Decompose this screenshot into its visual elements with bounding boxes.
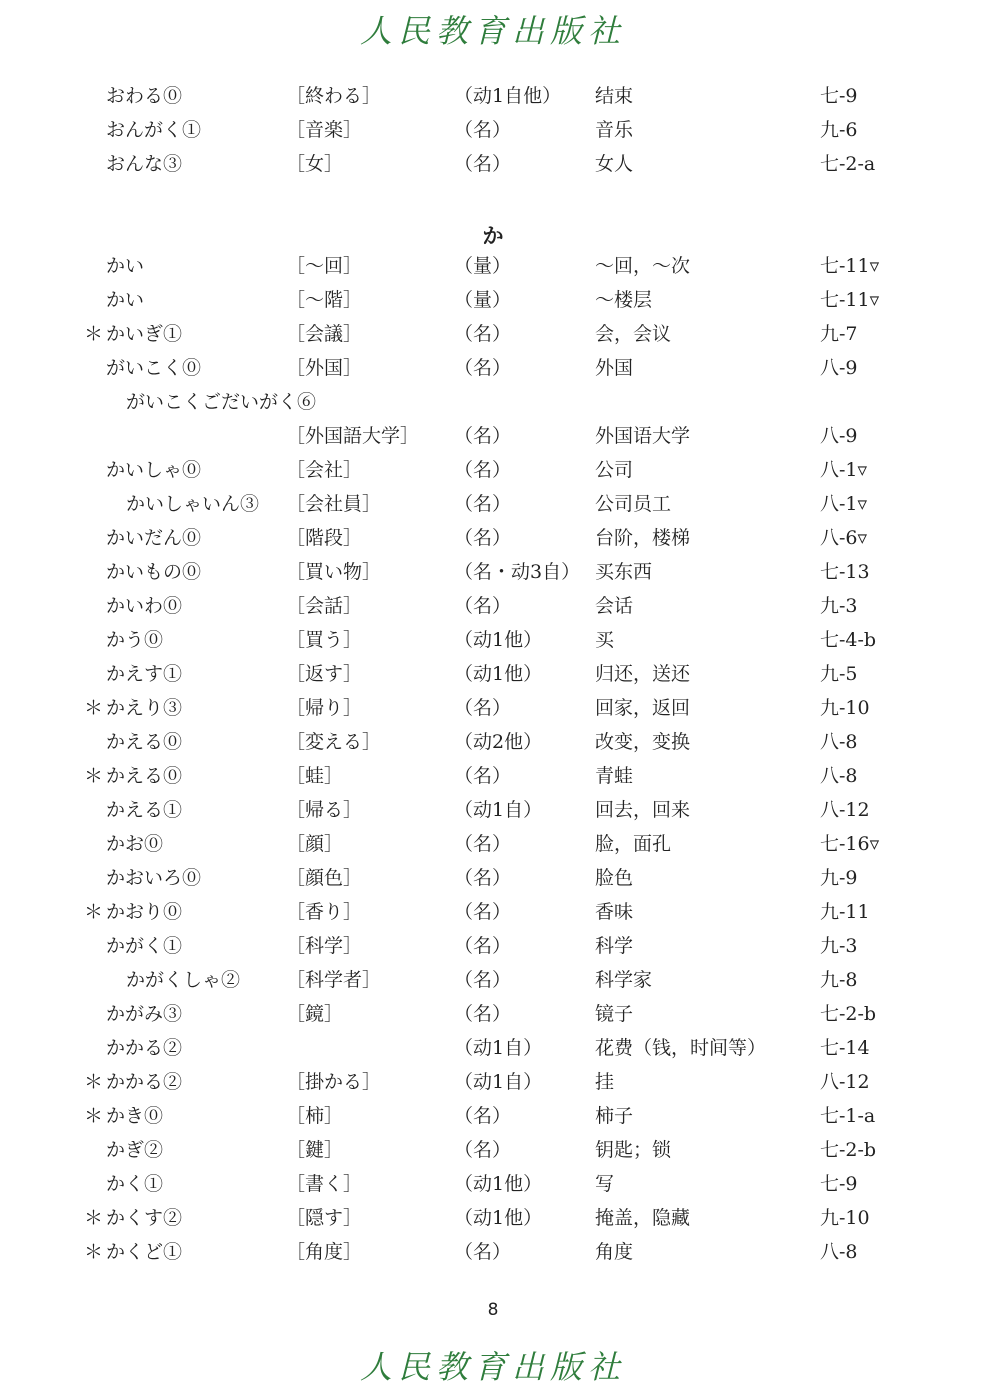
- entry-kana: かえり③: [106, 697, 183, 719]
- entry-kanji: ［～階］: [286, 289, 363, 311]
- entry-lesson: 七-2-a: [820, 153, 876, 175]
- glossary-entry: [0, 254, 986, 288]
- entry-meaning: 会，会议: [595, 323, 672, 345]
- entry-kanji: ［柿］: [286, 1105, 344, 1127]
- glossary-entry: [0, 1002, 986, 1036]
- glossary-entry: [0, 560, 986, 594]
- entry-meaning: 台阶，楼梯: [595, 527, 691, 549]
- entry-kanji: ［隠す］: [286, 1207, 363, 1229]
- entry-meaning: 公司员工: [595, 493, 672, 515]
- entry-kanji: ［帰る］: [286, 799, 363, 821]
- entry-kana: かいしゃ⓪: [106, 459, 202, 481]
- entry-part-of-speech: （名）: [454, 697, 512, 719]
- entry-kanji: ［帰り］: [286, 697, 363, 719]
- entry-lesson: 八-1▿: [820, 459, 868, 481]
- entry-lesson: 九-7: [820, 323, 858, 345]
- glossary-entry: [0, 118, 986, 152]
- entry-kana: かえす①: [106, 663, 183, 685]
- entry-part-of-speech: （名）: [454, 1003, 512, 1025]
- entry-kanji: ［音楽］: [286, 119, 363, 141]
- glossary-entry: [0, 968, 986, 1002]
- entry-meaning: 外国语大学: [595, 425, 691, 447]
- entry-meaning: 买东西: [595, 561, 653, 583]
- entry-part-of-speech: （量）: [454, 289, 512, 311]
- entry-kanji: ［鏡］: [286, 1003, 344, 1025]
- entry-kana: かい: [106, 289, 145, 311]
- entry-kanji: ［外国］: [286, 357, 363, 379]
- entry-meaning: 买: [595, 629, 615, 651]
- entry-meaning: 脸色: [595, 867, 634, 889]
- entry-kana: かえる⓪: [106, 765, 183, 787]
- entry-part-of-speech: （动1他）: [454, 663, 543, 685]
- entry-part-of-speech: （名）: [454, 153, 512, 175]
- entry-part-of-speech: （动1他）: [454, 1207, 543, 1229]
- entry-kanji: ［科学者］: [286, 969, 382, 991]
- entry-star-mark: ＊: [84, 1105, 104, 1127]
- entry-kanji: ［顔］: [286, 833, 344, 855]
- glossary-entry: [0, 288, 986, 322]
- entry-lesson: 七-11▿: [820, 289, 880, 311]
- glossary-entry: [0, 322, 986, 356]
- entry-meaning: 回去，回来: [595, 799, 691, 821]
- entry-kana: かがくしゃ②: [126, 969, 241, 991]
- entry-part-of-speech: （动1自他）: [454, 85, 562, 107]
- glossary-entry: [0, 526, 986, 560]
- entry-meaning: 写: [595, 1173, 615, 1195]
- entry-lesson: 七-9: [820, 1173, 858, 1195]
- entry-lesson: 七-13: [820, 561, 870, 583]
- entry-kanji: ［掛かる］: [286, 1071, 382, 1093]
- entry-meaning: 归还，送还: [595, 663, 691, 685]
- glossary-entry: [0, 866, 986, 900]
- glossary-entry: [0, 594, 986, 628]
- entry-kana: がいこく⓪: [106, 357, 202, 379]
- entry-lesson: 九-11: [820, 901, 870, 923]
- entry-lesson: 八-8: [820, 765, 858, 787]
- glossary-entry: [0, 492, 986, 526]
- entry-lesson: 七-1-a: [820, 1105, 876, 1127]
- entry-meaning: 镜子: [595, 1003, 634, 1025]
- glossary-entry: [0, 1240, 986, 1274]
- glossary-entry: [0, 84, 986, 118]
- publisher-logo-top: 人民教育出版社: [359, 12, 626, 50]
- entry-kanji: ［鍵］: [286, 1139, 344, 1161]
- entry-meaning: 掩盖，隐藏: [595, 1207, 691, 1229]
- publisher-logo-bottom: 人民教育出版社: [359, 1348, 626, 1386]
- glossary-entry: [0, 662, 986, 696]
- entry-lesson: 八-9: [820, 357, 858, 379]
- entry-kana: かい: [106, 255, 145, 277]
- entry-lesson: 八-6▿: [820, 527, 868, 549]
- entry-kana: かくす②: [106, 1207, 183, 1229]
- entry-meaning: 柿子: [595, 1105, 634, 1127]
- entry-lesson: 九-10: [820, 1207, 870, 1229]
- entry-meaning: 香味: [595, 901, 634, 923]
- entry-kanji: ［会社］: [286, 459, 363, 481]
- glossary-entry: [0, 458, 986, 492]
- entry-meaning: 花费（钱，时间等）: [595, 1037, 767, 1059]
- entry-kana: かき⓪: [106, 1105, 164, 1127]
- entry-kanji: ［買い物］: [286, 561, 382, 583]
- entry-part-of-speech: （名）: [454, 867, 512, 889]
- entry-kanji: ［買う］: [286, 629, 363, 651]
- entry-kana: かえる⓪: [106, 731, 183, 753]
- entry-kanji: ［会社員］: [286, 493, 382, 515]
- entry-kanji: ［階段］: [286, 527, 363, 549]
- entry-lesson: 七-2-b: [820, 1139, 877, 1161]
- glossary-entry: [0, 764, 986, 798]
- glossary-entry: [0, 1070, 986, 1104]
- entry-part-of-speech: （名）: [454, 527, 512, 549]
- entry-part-of-speech: （名）: [454, 969, 512, 991]
- entry-meaning: 回家，返回: [595, 697, 691, 719]
- glossary-entry: [0, 900, 986, 934]
- entry-part-of-speech: （动1自）: [454, 1037, 543, 1059]
- entry-kanji: ［香り］: [286, 901, 363, 923]
- entry-kanji: ［蛙］: [286, 765, 344, 787]
- entry-kana: おんな③: [106, 153, 183, 175]
- glossary-entry: [0, 696, 986, 730]
- entry-kanji: ［顔色］: [286, 867, 363, 889]
- entry-star-mark: ＊: [84, 697, 104, 719]
- entry-meaning: 改变，变换: [595, 731, 691, 753]
- entry-part-of-speech: （名）: [454, 901, 512, 923]
- entry-kana: かく①: [106, 1173, 164, 1195]
- entry-meaning: 会话: [595, 595, 634, 617]
- entry-lesson: 七-14: [820, 1037, 870, 1059]
- page-number: 8: [487, 1300, 499, 1320]
- entry-lesson: 九-8: [820, 969, 858, 991]
- entry-part-of-speech: （动1他）: [454, 1173, 543, 1195]
- entry-part-of-speech: （名）: [454, 323, 512, 345]
- entry-kana: かいもの⓪: [106, 561, 202, 583]
- entry-meaning: 音乐: [595, 119, 634, 141]
- section-heading: か: [482, 224, 504, 248]
- entry-kanji: ［女］: [286, 153, 344, 175]
- glossary-entry: [0, 1036, 986, 1070]
- glossary-entry: [0, 1104, 986, 1138]
- entry-meaning: 挂: [595, 1071, 615, 1093]
- entry-meaning: ～回，～次: [595, 255, 691, 277]
- glossary-entry: [0, 1172, 986, 1206]
- glossary-entry: [0, 730, 986, 764]
- entry-kana: おんがく①: [106, 119, 202, 141]
- entry-kana: かおり⓪: [106, 901, 183, 923]
- entry-part-of-speech: （名）: [454, 1139, 512, 1161]
- entry-kana: かかる②: [106, 1071, 183, 1093]
- entry-lesson: 八-12: [820, 1071, 870, 1093]
- glossary-entry: [0, 1206, 986, 1240]
- entry-kana: かう⓪: [106, 629, 164, 651]
- entry-lesson: 八-9: [820, 425, 858, 447]
- entry-kana: がいこくごだいがく⑥: [126, 391, 317, 413]
- entry-part-of-speech: （名）: [454, 1241, 512, 1263]
- entry-kana: かがみ③: [106, 1003, 183, 1025]
- entry-part-of-speech: （名）: [454, 1105, 512, 1127]
- entry-part-of-speech: （名）: [454, 595, 512, 617]
- entry-meaning: 角度: [595, 1241, 634, 1263]
- glossary-entry: [0, 934, 986, 968]
- entry-star-mark: ＊: [84, 1207, 104, 1229]
- glossary-entry: [0, 356, 986, 390]
- entry-kanji: ［終わる］: [286, 85, 382, 107]
- entry-part-of-speech: （名）: [454, 459, 512, 481]
- entry-part-of-speech: （动2他）: [454, 731, 543, 753]
- entry-kana: かがく①: [106, 935, 183, 957]
- glossary-entry: [0, 390, 986, 424]
- entry-part-of-speech: （名）: [454, 493, 512, 515]
- entry-part-of-speech: （名）: [454, 833, 512, 855]
- entry-meaning: 钥匙；锁: [595, 1139, 672, 1161]
- entry-meaning: 外国: [595, 357, 634, 379]
- entry-kana: かいしゃいん③: [126, 493, 260, 515]
- entry-kanji: ［会議］: [286, 323, 363, 345]
- entry-part-of-speech: （量）: [454, 255, 512, 277]
- entry-kanji: ［変える］: [286, 731, 382, 753]
- entry-lesson: 九-3: [820, 935, 858, 957]
- entry-lesson: 七-11▿: [820, 255, 880, 277]
- entry-kana: かお⓪: [106, 833, 164, 855]
- entry-star-mark: ＊: [84, 1241, 104, 1263]
- entry-star-mark: ＊: [84, 901, 104, 923]
- entry-lesson: 七-4-b: [820, 629, 877, 651]
- entry-kana: かぎ②: [106, 1139, 164, 1161]
- entry-kana: かくど①: [106, 1241, 183, 1263]
- entry-star-mark: ＊: [84, 1071, 104, 1093]
- entry-meaning: 青蛙: [595, 765, 634, 787]
- entry-star-mark: ＊: [84, 765, 104, 787]
- entry-lesson: 八-8: [820, 1241, 858, 1263]
- entry-meaning: 科学: [595, 935, 634, 957]
- entry-part-of-speech: （名）: [454, 935, 512, 957]
- entry-lesson: 七-2-b: [820, 1003, 877, 1025]
- entry-kanji: ［角度］: [286, 1241, 363, 1263]
- entry-lesson: 八-8: [820, 731, 858, 753]
- entry-kana: かいぎ①: [106, 323, 183, 345]
- glossary-entry: [0, 424, 986, 458]
- entry-part-of-speech: （名・动3自）: [454, 561, 581, 583]
- glossary-entry: [0, 832, 986, 866]
- entry-lesson: 八-12: [820, 799, 870, 821]
- entry-lesson: 七-9: [820, 85, 858, 107]
- entry-lesson: 七-16▿: [820, 833, 880, 855]
- entry-part-of-speech: （名）: [454, 119, 512, 141]
- entry-meaning: 女人: [595, 153, 634, 175]
- entry-lesson: 八-1▿: [820, 493, 868, 515]
- entry-part-of-speech: （名）: [454, 425, 512, 447]
- entry-part-of-speech: （动1自）: [454, 799, 543, 821]
- entry-star-mark: ＊: [84, 323, 104, 345]
- glossary-entry: [0, 628, 986, 662]
- entry-kana: かおいろ⓪: [106, 867, 202, 889]
- entry-kana: かえる①: [106, 799, 183, 821]
- glossary-entry: [0, 798, 986, 832]
- glossary-entry: [0, 152, 986, 186]
- entry-lesson: 九-10: [820, 697, 870, 719]
- entry-lesson: 九-6: [820, 119, 858, 141]
- entry-kanji: ［～回］: [286, 255, 363, 277]
- entry-kana: かいわ⓪: [106, 595, 183, 617]
- entry-meaning: 科学家: [595, 969, 653, 991]
- entry-part-of-speech: （动1自）: [454, 1071, 543, 1093]
- entry-kanji: ［書く］: [286, 1173, 363, 1195]
- entry-lesson: 九-3: [820, 595, 858, 617]
- entry-kana: かかる②: [106, 1037, 183, 1059]
- entry-lesson: 九-9: [820, 867, 858, 889]
- entry-kana: おわる⓪: [106, 85, 183, 107]
- entry-kanji: ［外国語大学］: [286, 425, 420, 447]
- entry-meaning: 脸，面孔: [595, 833, 672, 855]
- entry-part-of-speech: （名）: [454, 765, 512, 787]
- entry-kanji: ［返す］: [286, 663, 363, 685]
- entry-meaning: 结束: [595, 85, 634, 107]
- entry-kanji: ［科学］: [286, 935, 363, 957]
- entry-meaning: ～楼层: [595, 289, 653, 311]
- glossary-entry: [0, 1138, 986, 1172]
- entry-part-of-speech: （动1他）: [454, 629, 543, 651]
- entry-part-of-speech: （名）: [454, 357, 512, 379]
- entry-kanji: ［会話］: [286, 595, 363, 617]
- entry-meaning: 公司: [595, 459, 634, 481]
- entry-lesson: 九-5: [820, 663, 858, 685]
- entry-kana: かいだん⓪: [106, 527, 202, 549]
